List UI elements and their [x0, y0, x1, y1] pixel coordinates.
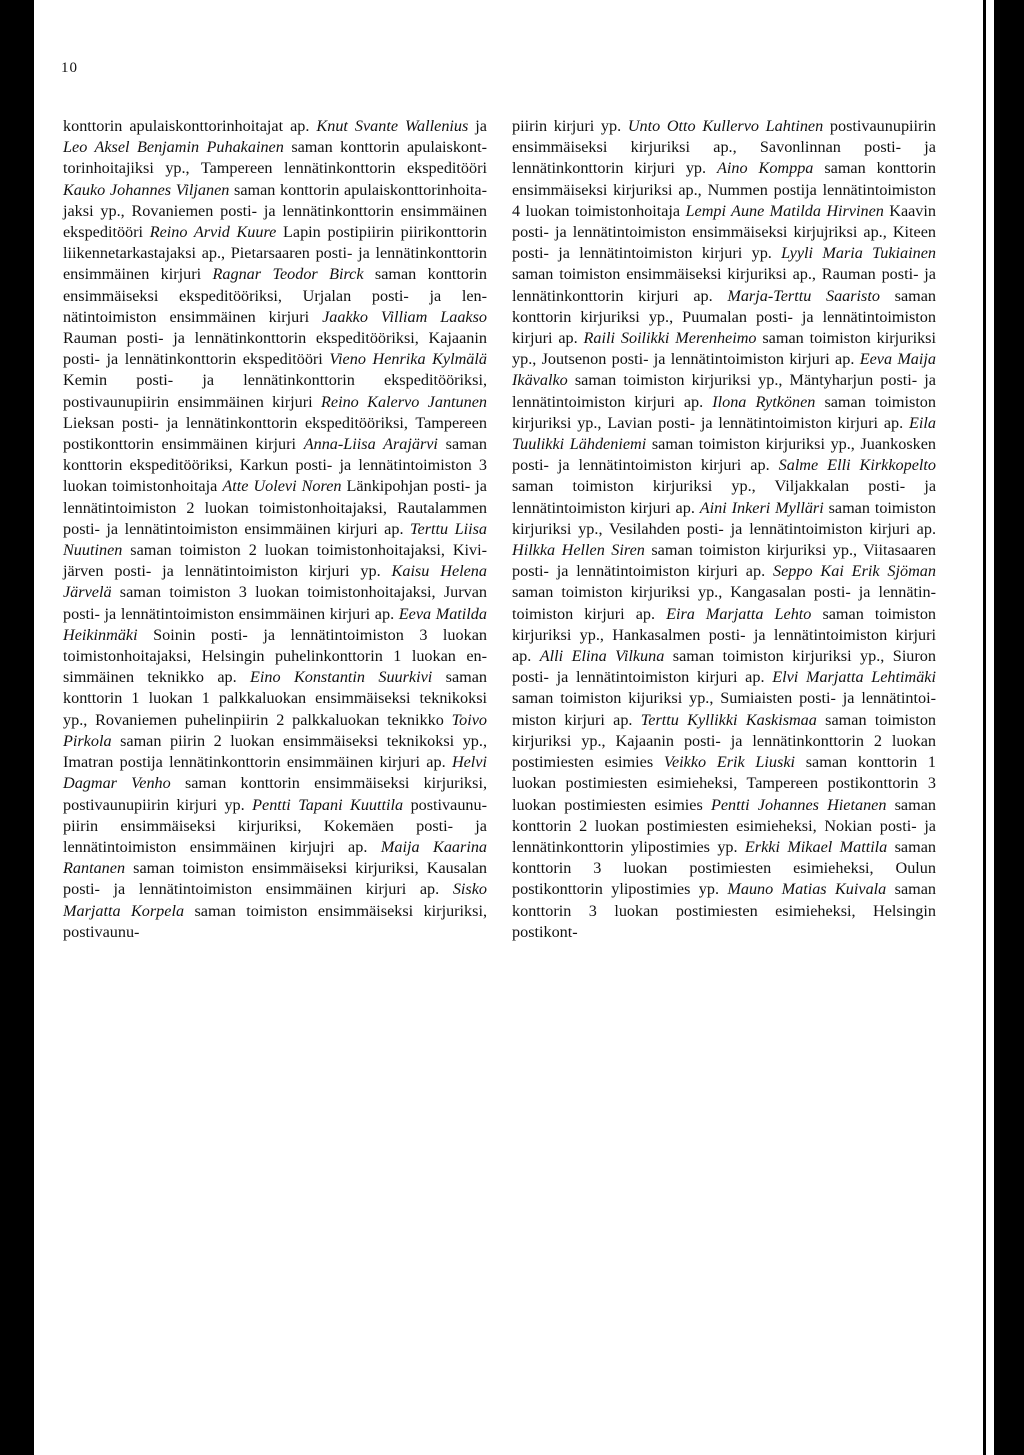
person-name: Aini Inkeri Mylläri [699, 498, 824, 517]
person-name: Eeva Maija Ikävalko [512, 350, 936, 390]
text-run: postivaunupiirin ensimmäiseksi kirjuriksi ap., Savonlinnan posti- ja lennätinkonttorin kirjuri yp. [512, 117, 937, 178]
text-run: saman toimiston kirjuriksi yp., Hankasalmen posti- ja lennätintoimiston kirjuri ap. [512, 604, 937, 666]
text-run: saman toimiston kirjuriksi yp., Vesilahden posti- ja lennätintoimiston kirjuri ap. [512, 498, 937, 538]
person-name: Terttu Kyllikki Kaskismaa [640, 710, 817, 729]
person-name: Kaisu Helena Järvelä [63, 562, 487, 602]
person-name: Anna-Liisa Arajärvi [303, 435, 438, 454]
person-name: Salme Elli Kirkkopelto [778, 456, 936, 475]
person-name: Helvi Dagmar Venho [63, 753, 487, 793]
person-name: Sisko Marjatta Korpela [63, 880, 487, 920]
person-name: Lyyli Maria Tukiainen [781, 244, 936, 263]
person-name: Erkki Mikael Mattila [744, 837, 888, 856]
text-run: saman toimiston kirjuriksi yp., Lavian posti- ja lennätintoimiston kirjuri ap. [512, 392, 936, 432]
text-run: Länkipohjan posti- ja lennätintoimiston 2 luokan toimistonhoitajaksi, Rautalammen posti- ja lennätintoimiston ensimmäinen kirjuri ap. [63, 477, 487, 538]
text-run: Kaavin posti- ja lennätintoimiston ensimmäiseksi kirjujriksi ap., Kiteen posti- ja lennätintoimiston kirjuri yp. [512, 201, 936, 263]
text-run: Soinin posti- ja lennätintoimiston 3 luokan toimistonhoitajaksi, Helsingin puhelinkonttorin 1 luokan ensimmäinen teknikko ap. [63, 625, 487, 687]
text-run: saman konttorin ensimmäiseksi kirjuriksi ap., Nummen postija lennätintoimiston 4 luokan toimistonhoitaja [512, 159, 936, 220]
person-name: Alli Elina Vilkuna [539, 647, 665, 666]
person-name: Eila Tuulikki Lähdeniemi [512, 413, 936, 454]
text-run: saman toimiston 2 luokan toimistonhoitajaksi, Kivijärven posti- ja lennätintoimiston kirjuri yp. [63, 541, 487, 581]
text-run: ja [468, 117, 487, 135]
text-run: saman konttorin 1 luokan postimiesten esimieheksi, Tampereen postikonttorin 3 luokan postimiesten esimies [512, 753, 937, 814]
text-run: saman toimiston kirjuriksi yp., Juankosken posti- ja lennätintoimiston kirjuri ap. [512, 435, 936, 475]
person-name: Pentti Tapani Kuuttila [252, 795, 404, 814]
person-name: Lempi Aune Matilda Hirvinen [685, 201, 884, 220]
text-column-left [63, 116, 487, 943]
person-name: Reino Kalervo Jantunen [321, 392, 488, 411]
page-number: 10 [61, 60, 78, 76]
text-run: saman toimiston kijuriksi yp., Sumiaisten posti- ja lennätintoimiston kirjuri ap. [512, 689, 936, 729]
text-run: saman konttorin ekspeditööriksi, Karkun posti- ja lennätintoimiston 3 luokan toimistonhoitaja [63, 435, 487, 496]
person-name: Seppo Kai Erik Sjöman [773, 562, 936, 581]
person-name: Eira Marjatta Lehto [666, 604, 812, 623]
text-run: Rauman posti- ja lennätinkonttorin ekspeditööriksi, Kajaanin posti- ja lennätinkonttorin ekspeditööri [63, 329, 487, 369]
person-name: Ilona Rytkönen [712, 392, 816, 411]
text-column-right [512, 116, 936, 943]
person-name: Leo Aksel Benjamin Puhakainen [63, 138, 284, 157]
person-name: Atte Uolevi Noren [222, 477, 342, 496]
text-run: saman toimiston kirjuriksi yp., Kajaanin posti- ja lennätinkonttorin 2 luokan postimiesten esimies [512, 710, 937, 772]
person-name: Kauko Johannes Viljanen [63, 180, 230, 199]
scan-border-right [994, 0, 1024, 1455]
text-run: saman konttorin 2 luokan postimiesten esimieheksi, Nokian posti- ja lennätinkonttorin ylipostimies yp. [512, 795, 936, 856]
text-run: saman konttorin ensimmäiseksi ekspeditööriksi, Urjalan posti- ja lennätintoimiston ensimmäinen kirjuri [63, 265, 487, 326]
text-run: saman konttorin 3 luokan postimiesten esimieheksi, Helsingin postikont- [512, 880, 936, 941]
text-run: saman toimiston kirjuriksi yp., Joutsenon posti- ja lennätintoimiston kirjuri ap. [512, 329, 936, 369]
scan-border-right-inner [983, 0, 986, 1455]
text-run: postivaunupiirin ensimmäiseksi kirjuriksi, Kokemäen posti- ja lennätintoimiston ensimmäinen kirjujri ap. [63, 795, 487, 856]
person-name: Jaakko Villiam Laakso [322, 307, 487, 326]
text-run: saman piirin 2 luokan ensimmäiseksi teknikoksi yp., Imatran postija lennätinkonttorin ensimmäinen kirjuri ap. [63, 731, 487, 772]
person-name: Eino Konstantin Suurkivi [250, 668, 433, 687]
person-name: Elvi Marjatta Lehtimäki [772, 668, 936, 687]
person-name: Reino Arvid Kuure [149, 223, 277, 242]
person-name: Aino Komppa [717, 159, 814, 178]
text-run: saman toimiston ensimmäiseksi kirjuriksi, postivaunu- [63, 901, 487, 941]
text-run: saman konttorin 3 luokan postimiesten esimieheksi, Oulun postikonttorin ylipostimies yp. [512, 837, 936, 899]
text-run: saman toimiston kirjuriksi yp., Viitasaaren posti- ja lennätintoimiston kirjuri ap. [512, 541, 936, 581]
text-run: saman konttorin ensimmäiseksi kirjuriksi, postivaunupiirin kirjuri yp. [63, 774, 487, 814]
person-name: Eeva Matilda Heikinmäki [63, 604, 487, 644]
person-name: Knut Svante Wallenius [316, 117, 469, 135]
text-run: Lapin postipiirin piirikonttorin liikennetarkastajaksi ap., Pietarsaaren posti- ja lennätinkonttorin ensimmäinen kirjuri [63, 223, 487, 284]
text-run: konttorin apulaiskonttorinhoitajat ap. [63, 117, 317, 135]
person-name: Ragnar Teodor Birck [212, 265, 364, 284]
person-name: Pentti Johannes Hietanen [710, 795, 887, 814]
person-name: Raili Soilikki Merenheimo [583, 329, 757, 348]
text-run: saman konttorin kirjuriksi yp., Puumalan posti- ja lennätintoimiston kirjuri ap. [512, 286, 936, 348]
text-run: saman toimiston kirjuriksi yp., Mäntyharjun posti- ja lennätintoimiston kirjuri ap. [512, 371, 936, 411]
text-run: saman toimiston ensimmäiseksi kirjuriksi, Kausalan posti- ja lennätintoimiston ensimmäinen kirjuri ap. [63, 859, 487, 899]
text-run: saman konttorin apulaiskonttorinhoitajaksi yp., Rovaniemen posti- ja lennätinkonttorin ensimmäinen ekspeditööri [63, 180, 487, 242]
text-run: saman toimiston 3 luokan toimistonhoitajaksi, Jurvan posti- ja lennätintoimiston ensimmäinen kirjuri ap. [63, 583, 487, 623]
person-name: Vieno Henrika Kylmälä [329, 350, 487, 369]
person-name: Maija Kaarina Rantanen [63, 837, 488, 878]
text-run: saman konttorin apulaiskonttorinhoitajiksi yp., Tampereen lennätinkonttorin ekspeditööri [63, 138, 487, 178]
column-paragraph [63, 116, 487, 943]
text-run: saman toimiston kirjuriksi yp., Viljakkalan posti- ja lennätintoimiston kirjuri ap. [512, 477, 936, 517]
person-name: Toivo Pirkola [63, 710, 487, 750]
person-name: Terttu Liisa Nuutinen [63, 519, 487, 560]
person-name: Hilkka Hellen Siren [512, 541, 645, 560]
text-run: saman toimiston kirjuriksi yp., Kangasalan posti- ja lennätintoimiston kirjuri ap. [512, 583, 936, 623]
column-paragraph [512, 116, 936, 943]
text-run: Kemin posti- ja lennätinkonttorin ekspeditööriksi, postivaunupiirin ensimmäinen kirjuri [63, 371, 487, 411]
text-run: piirin kirjuri yp. [512, 117, 628, 135]
scan-border-left [0, 0, 34, 1455]
text-run: saman konttorin 1 luokan 1 palkkaluokan ensimmäiseksi teknikoksi yp., Rovaniemen puhelinpiirin 2 palkkaluokan teknikko [63, 668, 487, 729]
person-name: Marja-Terttu Saaristo [727, 286, 880, 305]
person-name: Mauno Matias Kuivala [727, 880, 887, 899]
text-run: Lieksan posti- ja lennätinkonttorin ekspeditööriksi, Tampereen postikonttorin ensimmäinen kirjuri [63, 413, 487, 454]
text-run: saman toimiston ensimmäiseksi kirjuriksi ap., Rauman posti- ja lennätinkonttorin kirjuri ap. [512, 265, 936, 305]
text-run: saman toimiston kirjuriksi yp., Siuron posti- ja lennätintoimiston kirjuri ap. [512, 647, 936, 687]
person-name: Veikko Erik Liuski [663, 753, 796, 772]
person-name: Unto Otto Kullervo Lahtinen [627, 117, 824, 135]
